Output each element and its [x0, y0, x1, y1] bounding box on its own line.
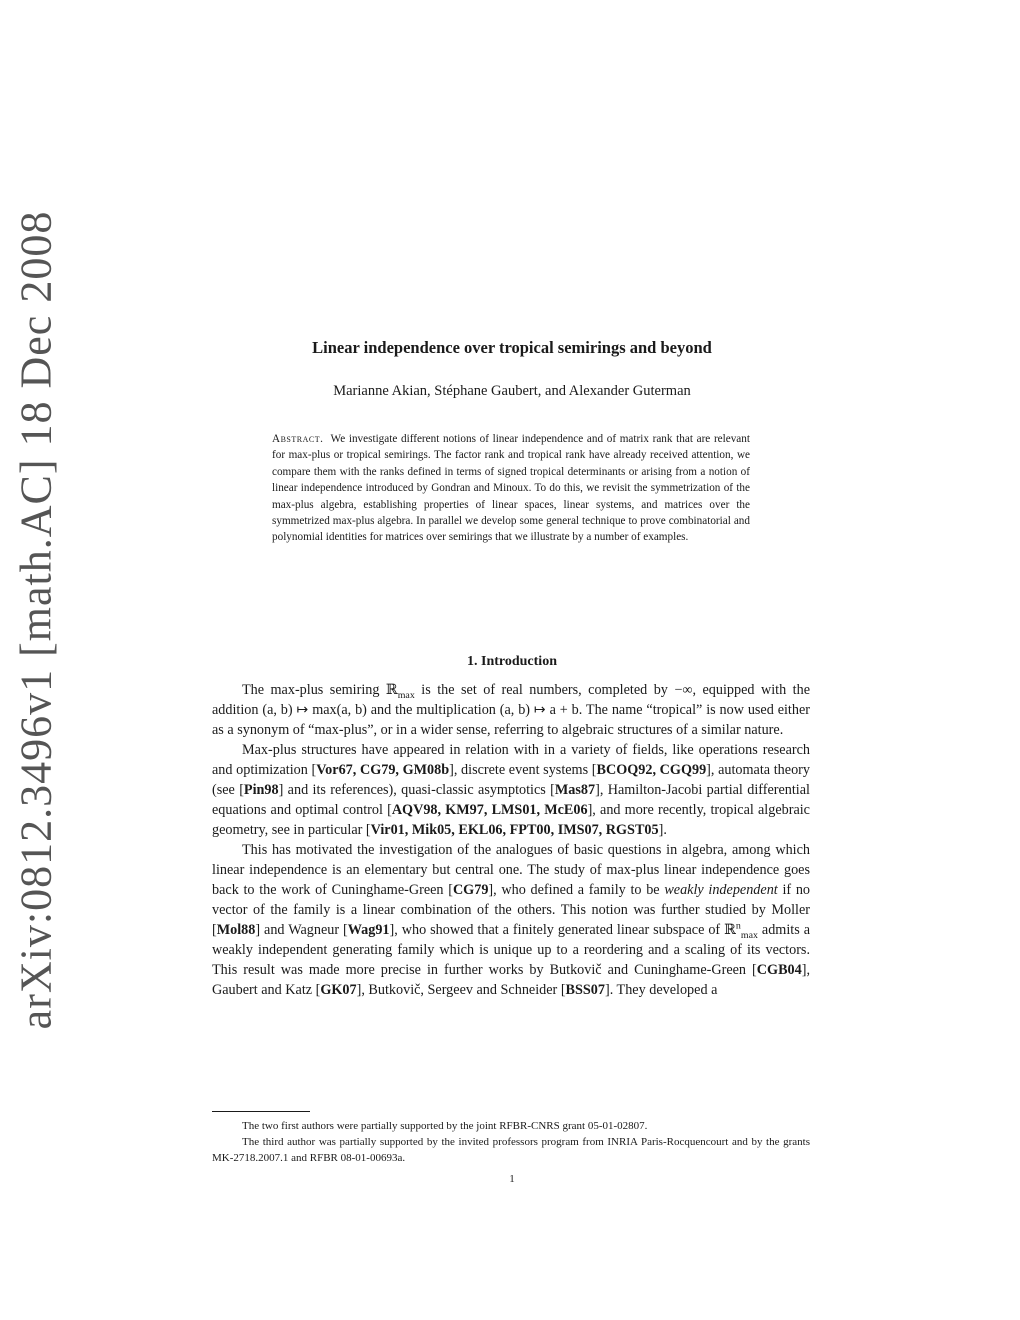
citation-link[interactable]: CG79: [452, 882, 489, 898]
citation-link[interactable]: Vor67, CG79, GM08b: [316, 762, 450, 778]
text-run: ], automata theory (see [: [212, 762, 810, 798]
section-heading-introduction: 1. Introduction: [467, 654, 557, 669]
text-run: ], who showed that a finitely generated linear subspace of: [389, 922, 725, 938]
text-run: admits a weakly independent generating family which is unique up to a reordering and a scaling of its vectors. This result was made more precise in further works by Butkovič and Cuninghame-Green [: [212, 922, 810, 978]
text-run: This has motivated the investigation of the analogues of basic questions in algebra, among which linear independence is an elementary but central one. The study of max-plus linear independence goes back to the work of Cuninghame-Green [: [212, 842, 810, 898]
paragraph-3: [212, 840, 810, 1000]
citation-link[interactable]: Mas87: [554, 782, 596, 798]
citation-link[interactable]: Mol88: [216, 922, 256, 938]
arxiv-id-text: arXiv:0812.3496v1 [math.AC] 18 Dec 2008: [11, 210, 61, 1030]
introduction-body: [212, 680, 810, 1000]
reals-symbol: ℝ: [724, 922, 736, 938]
text-run: ]. They developed a: [604, 982, 718, 998]
text-run: if no vector of the family is a linear combination of the others. This notion was further studied by Moller [: [212, 882, 811, 938]
text-run: ], Butkovič, Sergeev and Schneider [: [356, 982, 566, 998]
paragraph-1: [212, 680, 810, 740]
text-run: is the set of real numbers, completed by −∞, equipped with the addition (a, b) ↦ max(a, b) and the multiplication (a, b) ↦ a + b. The name “tropical” is now used either as a synonym of “max-plus”, or in a wider sense, referring to algebraic structures of a similar nature.: [212, 682, 810, 738]
citation-link[interactable]: Wag91: [347, 922, 390, 938]
page-number: 1: [509, 1173, 515, 1185]
footnote-divider: [212, 1111, 310, 1112]
text-run: ] and Wagneur [: [255, 922, 348, 938]
paper-authors: Marianne Akian, Stéphane Gaubert, and Alexander Guterman: [333, 383, 691, 399]
text-run: ], and more recently, tropical algebraic geometry, see in particular [: [212, 802, 810, 838]
paragraph-2: [212, 740, 810, 840]
text-run: ].: [658, 822, 667, 838]
text-run: ], Hamilton-Jacobi partial differential equations and optimal control [: [212, 782, 810, 818]
subscript-max: max: [397, 689, 415, 701]
citation-link[interactable]: BCOQ92, CGQ99: [596, 762, 707, 778]
citation-link[interactable]: CGB04: [756, 962, 802, 978]
citation-link[interactable]: Pin98: [243, 782, 279, 798]
superscript-n: n: [735, 920, 741, 932]
text-run: The max-plus semiring: [242, 682, 386, 698]
subscript-max: max: [740, 929, 758, 941]
citation-link[interactable]: AQV98, KM97, LMS01, McE06: [391, 802, 588, 818]
footnote-funding-1: The two first authors were partially supported by the joint RFBR-CNRS grant 05-01-02807.: [242, 1120, 648, 1132]
abstract-text: We investigate different notions of linear independence and of matrix rank that are relevant for max-plus or tropical semirings. The factor rank and tropical rank have already received attention, we compare them with the ranks defined in terms of signed tropical determinants or arising from a notion of linear independence introduced by Gondran and Minoux. To do this, we revisit the symmetrization of the max-plus algebra, establishing properties of linear spaces, linear systems, and matrices over the symmetrized max-plus algebra. In parallel we develop some general technique to prove combinatorial and polynomial identities for matrices over semirings that we illustrate by a number of examples.: [272, 433, 750, 544]
text-run: ] and its references), quasi-classic asymptotics [: [278, 782, 555, 798]
abstract-heading: Abstract.: [272, 433, 324, 445]
abstract: [272, 431, 750, 546]
citation-link[interactable]: BSS07: [565, 982, 605, 998]
footnotes: [212, 1118, 810, 1166]
citation-link[interactable]: GK07: [320, 982, 357, 998]
emphasis-term: weakly independent: [664, 882, 778, 898]
text-run: ], Gaubert and Katz [: [212, 962, 810, 998]
text-run: Max-plus structures have appeared in relation with in a variety of fields, like operations research and optimization [: [212, 742, 810, 778]
reals-symbol: ℝ: [385, 682, 398, 698]
citation-link[interactable]: Vir01, Mik05, EKL06, FPT00, IMS07, RGST05: [370, 822, 659, 838]
arxiv-identifier-stamp: [0, 210, 72, 1030]
footnote-funding-2: The third author was partially supported by the invited professors program from INRIA Paris-Rocquencourt and by the grants MK-2718.2007.1 and RFBR 08-01-00693a.: [212, 1136, 810, 1164]
text-run: ], discrete event systems [: [449, 762, 597, 778]
text-run: ], who defined a family to be: [488, 882, 665, 898]
paper-title: Linear independence over tropical semirings and beyond: [312, 338, 712, 357]
